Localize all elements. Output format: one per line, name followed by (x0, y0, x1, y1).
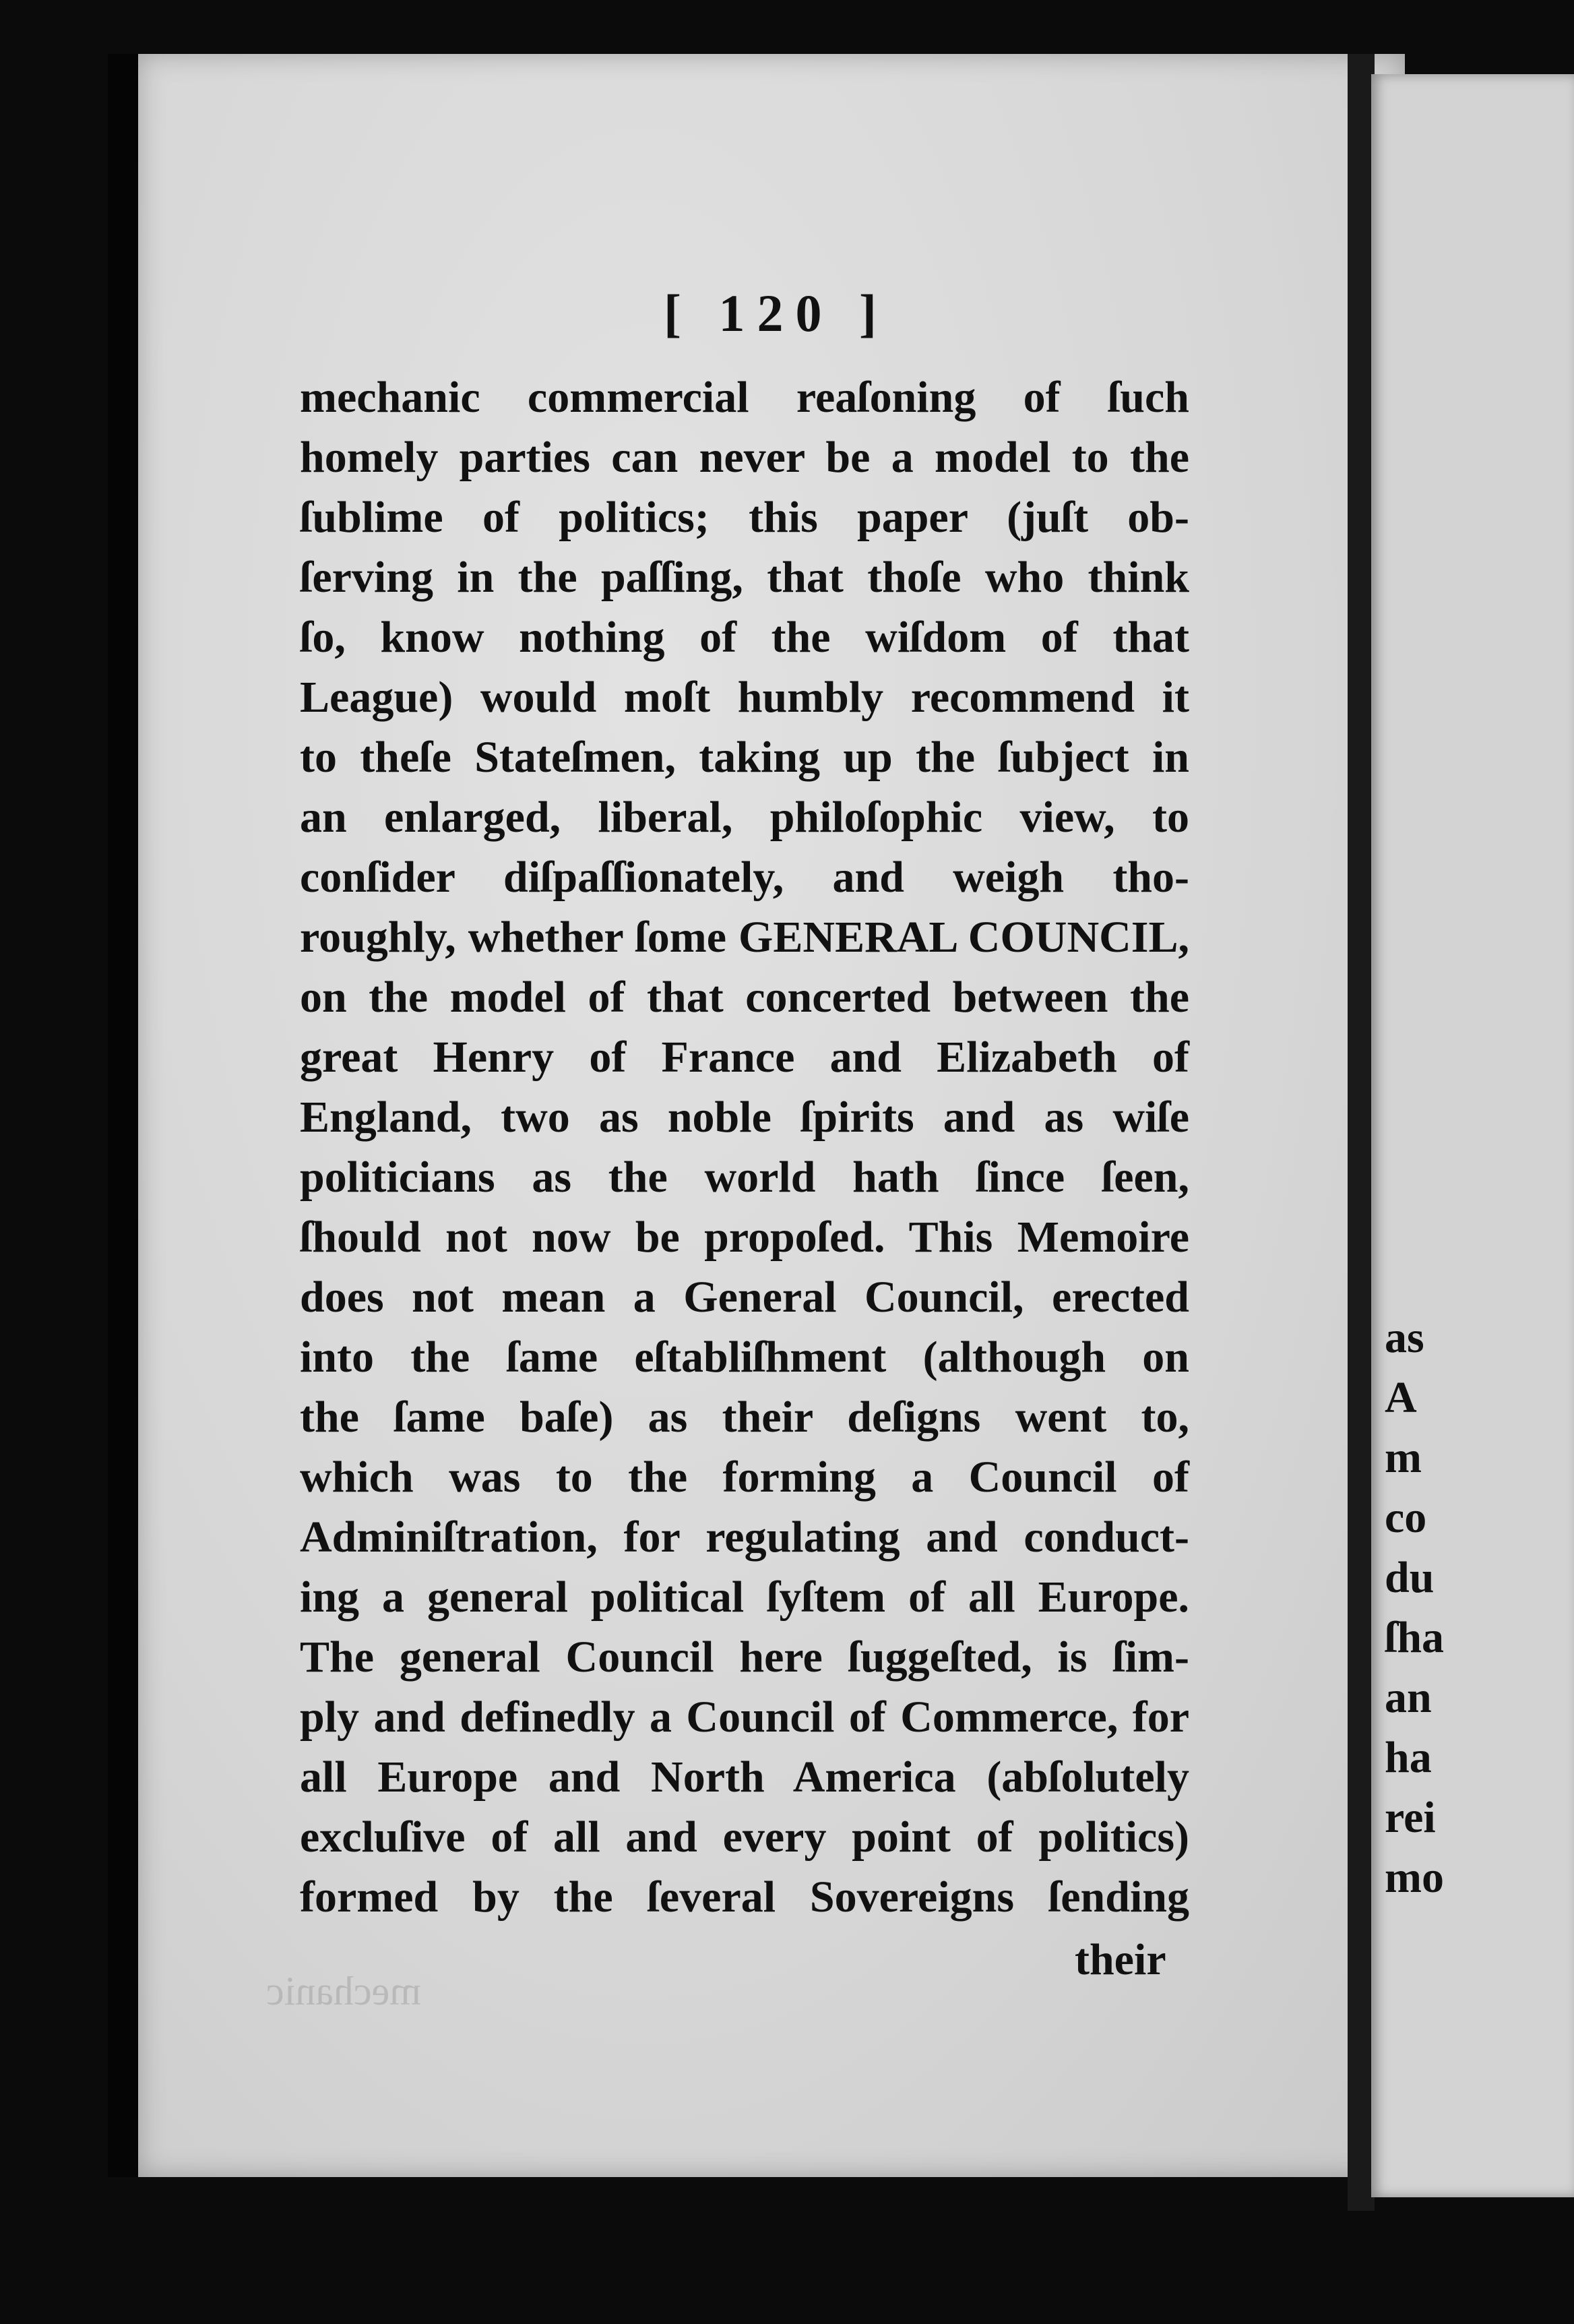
text-line: excluſive of all and every point of politics) (300, 1812, 1189, 1862)
text-line: ſublime of politics; this paper (juſt ob- (300, 493, 1189, 542)
text-line: does not mean a General Council, erected (300, 1273, 1189, 1322)
facing-page-fragment: as (1385, 1313, 1424, 1362)
facing-page-fragment: A (1385, 1373, 1417, 1422)
text-line: ſerving in the paſſing, that thoſe who think (300, 553, 1189, 602)
facing-page-fragment: ha (1385, 1733, 1432, 1782)
text-line: roughly, whether ſome GENERAL COUNCIL, (300, 913, 1189, 962)
catchword: their (1075, 1935, 1166, 1984)
text-line: Adminiſtration, for regulating and conduct- (300, 1512, 1189, 1562)
facing-page-text (1385, 1308, 1444, 1907)
text-line: League) would moſt humbly recommend it (300, 673, 1189, 722)
text-line: ſo, know nothing of the wiſdom of that (300, 613, 1189, 662)
bleed-through-text: mechanic (266, 1969, 421, 2013)
text-line: to theſe Stateſmen, taking up the ſubject in (300, 733, 1189, 782)
facing-page-fragment: co (1385, 1493, 1427, 1542)
text-line: homely parties can never be a model to the (300, 433, 1189, 482)
facing-page-fragment: mo (1385, 1853, 1444, 1902)
text-line: ing a general political ſyſtem of all Europe. (300, 1572, 1189, 1622)
facing-page-fragment: du (1385, 1553, 1435, 1602)
text-line: all Europe and North America (abſolutely (300, 1752, 1189, 1802)
text-line: conſider diſpaſſionately, and weigh tho- (300, 853, 1189, 902)
text-line: formed by the ſeveral Sovereigns ſending (300, 1872, 1189, 1922)
text-line: The general Council here ſuggeſted, is ſim- (300, 1632, 1189, 1682)
text-line: England, two as noble ſpirits and as wiſe (300, 1093, 1189, 1142)
text-line: on the model of that concerted between the (300, 973, 1189, 1022)
text-line: an enlarged, liberal, philoſophic view, to (300, 793, 1189, 842)
text-line: ſhould not now be propoſed. This Memoire (300, 1213, 1189, 1262)
facing-page-fragment: an (1385, 1673, 1432, 1722)
text-line: mechanic commercial reaſoning of ſuch (300, 373, 1189, 422)
text-line: great Henry of France and Elizabeth of (300, 1033, 1189, 1082)
book-gutter (1348, 54, 1375, 2211)
text-line: the ſame baſe) as their deſigns went to, (300, 1393, 1189, 1442)
body-text (300, 367, 1189, 1927)
page-number-header: [ 120 ] (664, 284, 889, 342)
facing-page-fragment: ſha (1385, 1613, 1445, 1662)
text-line: politicians as the world hath ſince ſeen, (300, 1153, 1189, 1202)
facing-page-fragment: m (1385, 1433, 1422, 1482)
facing-page-fragment: rei (1385, 1793, 1436, 1842)
text-line: into the ſame eſtabliſhment (although on (300, 1333, 1189, 1382)
book-edge-left (108, 54, 138, 2177)
text-line: ply and definedly a Council of Commerce, for (300, 1692, 1189, 1742)
text-line: which was to the forming a Council of (300, 1452, 1189, 1502)
